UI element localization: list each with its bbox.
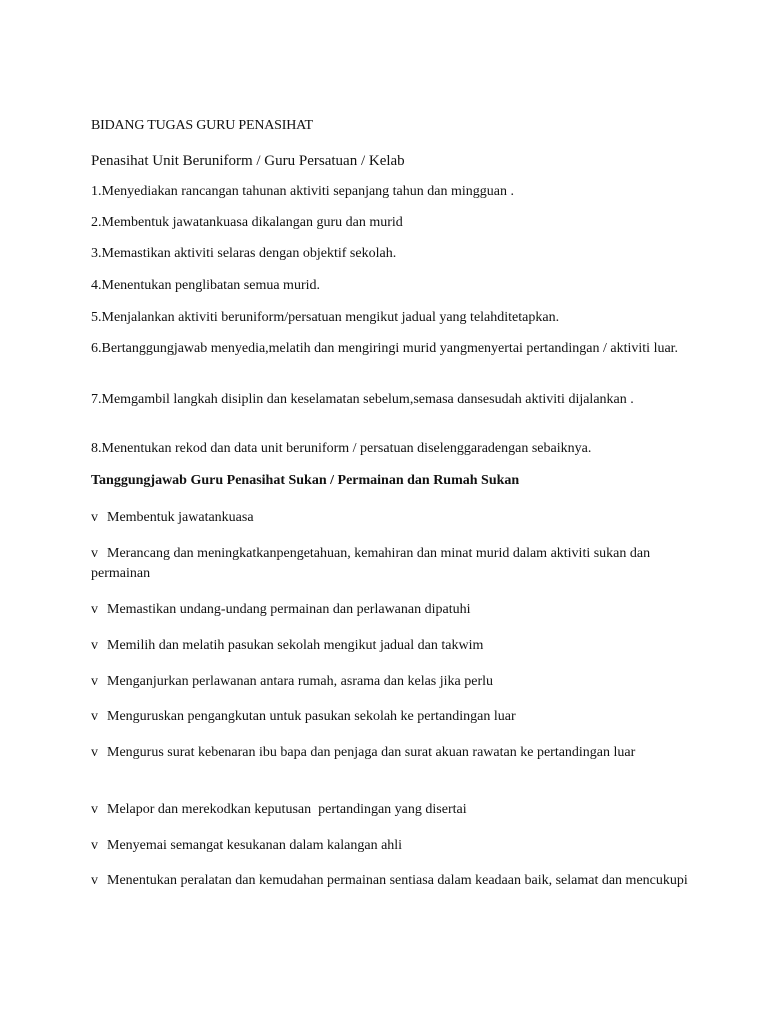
list-item-text: Memastikan undang-undang permainan dan perlawanan dipatuhi	[107, 602, 471, 617]
bullet-marker: v	[91, 602, 98, 617]
list-item-text: Menyemai semangat kesukanan dalam kalangan ahli	[107, 838, 403, 853]
bullet-marker: v	[91, 709, 98, 724]
bullet-marker: v	[91, 638, 98, 653]
list-item-text: Membentuk jawatankuasa	[107, 510, 254, 525]
bullet-marker: v	[91, 546, 98, 561]
list-item-text: Menguruskan pengangkutan untuk pasukan sekolah ke pertandingan luar	[107, 709, 516, 724]
list-item	[91, 636, 691, 656]
bullet-marker: v	[91, 674, 98, 689]
list-item	[91, 600, 691, 620]
bullet-marker: v	[91, 838, 98, 853]
numbered-item-1: 1.Menyediakan rancangan tahunan aktiviti sepanjang tahun dan mingguan .	[91, 184, 514, 199]
numbered-item-4: 4.Menentukan penglibatan semua murid.	[91, 278, 320, 293]
list-item-text: Mengurus surat kebenaran ibu bapa dan penjaga dan surat akuan rawatan ke pertandingan luar	[107, 745, 636, 760]
list-item	[91, 743, 681, 763]
bullet-marker: v	[91, 802, 98, 817]
list-item-text: Menentukan peralatan dan kemudahan permainan sentiasa dalam keadaan baik, selamat dan mencukupi	[107, 873, 688, 888]
list-item	[91, 800, 691, 820]
numbered-item-5: 5.Menjalankan aktiviti beruniform/persatuan mengikut jadual yang telahditetapkan.	[91, 310, 560, 325]
list-item	[91, 672, 691, 692]
numbered-item-7: 7.Memgambil langkah disiplin dan keselamatan sebelum,semasa dansesudah aktiviti dijalankan .	[91, 392, 634, 407]
document-title: BIDANG TUGAS GURU PENASIHAT	[91, 118, 313, 133]
numbered-item-3: 3.Memastikan aktiviti selaras dengan objektif sekolah.	[91, 246, 397, 261]
numbered-item-6: 6.Bertanggungjawab menyedia,melatih dan mengiringi murid yangmenyertai pertandingan / aktiviti luar.	[91, 341, 679, 356]
list-item	[91, 836, 691, 856]
bullet-marker: v	[91, 510, 98, 525]
list-item-text: Memilih dan melatih pasukan sekolah mengikut jadual dan takwim	[107, 638, 484, 653]
bullet-marker: v	[91, 873, 98, 888]
list-item-text: Menganjurkan perlawanan antara rumah, asrama dan kelas jika perlu	[107, 674, 493, 689]
list-item	[91, 707, 691, 727]
bullet-marker: v	[91, 745, 98, 760]
list-item-text: Merancang dan meningkatkanpengetahuan, kemahiran dan minat murid dalam aktiviti sukan dan permainan	[91, 546, 651, 581]
section-heading: Tanggungjawab Guru Penasihat Sukan / Permainan dan Rumah Sukan	[91, 473, 520, 488]
list-item	[91, 544, 661, 584]
numbered-item-2: 2.Membentuk jawatankuasa dikalangan guru dan murid	[91, 215, 403, 230]
document-subtitle: Penasihat Unit Beruniform / Guru Persatuan / Kelab	[91, 153, 405, 169]
numbered-item-8: 8.Menentukan rekod dan data unit beruniform / persatuan diselenggaradengan sebaiknya.	[91, 441, 592, 456]
list-item	[91, 871, 691, 891]
list-item-text: Melapor dan merekodkan keputusan pertandingan yang disertai	[107, 802, 467, 817]
list-item	[91, 508, 691, 528]
